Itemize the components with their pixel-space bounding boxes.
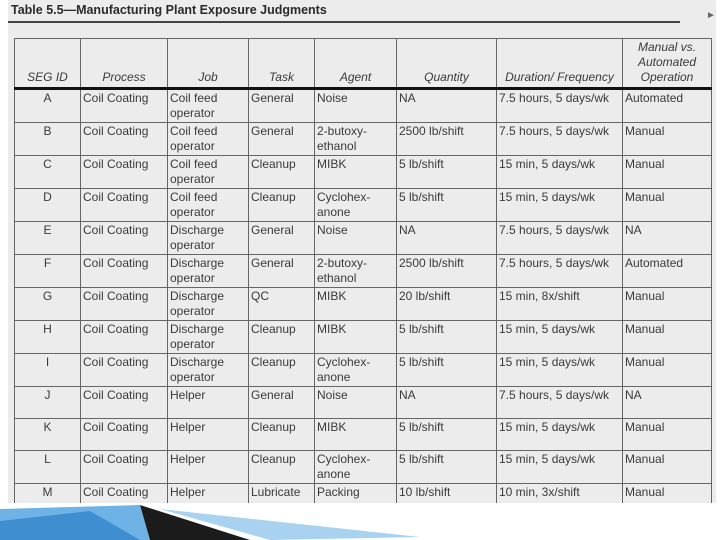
operation-cell: Manual (623, 156, 712, 189)
process-cell: Coil Coating (81, 189, 168, 222)
agent-cell: Cyclohex-anone (315, 451, 397, 484)
process-cell: Coil Coating (81, 288, 168, 321)
duration-cell: 15 min, 5 days/wk (497, 419, 623, 451)
table-row (15, 123, 712, 156)
process-cell: Coil Coating (81, 354, 168, 387)
operation-cell: Manual (623, 288, 712, 321)
table-row (15, 321, 712, 354)
seg-id-cell: G (15, 288, 81, 321)
quantity-cell: NA (397, 387, 497, 419)
seg-id-cell: A (15, 89, 81, 123)
seg-id-cell: J (15, 387, 81, 419)
task-cell: Cleanup (249, 354, 315, 387)
table-row (15, 89, 712, 123)
quantity-cell: NA (397, 222, 497, 255)
seg-id-cell: E (15, 222, 81, 255)
header-task: Task (249, 39, 315, 89)
task-cell: General (249, 123, 315, 156)
agent-cell: Noise (315, 387, 397, 419)
exposure-table (14, 38, 712, 517)
job-cell: Discharge operator (168, 255, 249, 288)
table-body (15, 89, 712, 517)
seg-id-cell: I (15, 354, 81, 387)
seg-id-cell: C (15, 156, 81, 189)
agent-cell: 2-butoxy-ethanol (315, 255, 397, 288)
job-cell: Helper (168, 419, 249, 451)
slide-arrow-icon: ► (706, 10, 716, 21)
process-cell: Coil Coating (81, 419, 168, 451)
header-quantity: Quantity (397, 39, 497, 89)
table-row (15, 255, 712, 288)
agent-cell: MIBK (315, 419, 397, 451)
task-cell: Lubricate (249, 484, 315, 517)
job-cell: Coil feed operator (168, 189, 249, 222)
header-operation: Manual vs. Automated Operation (623, 39, 712, 89)
process-cell: Coil Coating (81, 255, 168, 288)
title-rule (8, 21, 680, 23)
table-row (15, 189, 712, 222)
scanned-page (8, 0, 716, 503)
task-cell: Cleanup (249, 451, 315, 484)
operation-cell: NA (623, 387, 712, 419)
table-row (15, 156, 712, 189)
task-cell: General (249, 222, 315, 255)
duration-cell: 7.5 hours, 5 days/wk (497, 255, 623, 288)
agent-cell: 2-butoxy-ethanol (315, 123, 397, 156)
decorative-ribbon (0, 503, 460, 540)
operation-cell: Manual (623, 419, 712, 451)
table-row (15, 419, 712, 451)
duration-cell: 15 min, 5 days/wk (497, 189, 623, 222)
agent-cell: Noise (315, 89, 397, 123)
agent-cell: Packing (315, 484, 397, 517)
process-cell: Coil Coating (81, 387, 168, 419)
duration-cell: 15 min, 5 days/wk (497, 321, 623, 354)
duration-cell: 15 min, 5 days/wk (497, 354, 623, 387)
seg-id-cell: K (15, 419, 81, 451)
operation-cell: NA (623, 222, 712, 255)
agent-cell: MIBK (315, 156, 397, 189)
task-cell: QC (249, 288, 315, 321)
task-cell: General (249, 89, 315, 123)
header-agent: Agent (315, 39, 397, 89)
table-row (15, 451, 712, 484)
task-cell: General (249, 255, 315, 288)
task-cell: Cleanup (249, 156, 315, 189)
seg-id-cell: F (15, 255, 81, 288)
process-cell: Coil Coating (81, 451, 168, 484)
job-cell: Coil feed operator (168, 156, 249, 189)
process-cell: Coil Coating (81, 156, 168, 189)
job-cell: Discharge operator (168, 321, 249, 354)
duration-cell: 15 min, 5 days/wk (497, 156, 623, 189)
quantity-cell: 20 lb/shift (397, 288, 497, 321)
process-cell: Coil Coating (81, 484, 168, 517)
job-cell: Coil feed operator (168, 123, 249, 156)
operation-cell: Manual (623, 321, 712, 354)
quantity-cell: 5 lb/shift (397, 156, 497, 189)
operation-cell: Automated (623, 255, 712, 288)
quantity-cell: 5 lb/shift (397, 321, 497, 354)
duration-cell: 7.5 hours, 5 days/wk (497, 89, 623, 123)
seg-id-cell: H (15, 321, 81, 354)
quantity-cell: 2500 lb/shift (397, 123, 497, 156)
task-cell: General (249, 387, 315, 419)
operation-cell: Manual (623, 484, 712, 517)
operation-cell: Manual (623, 189, 712, 222)
table-row (15, 354, 712, 387)
job-cell: Helper (168, 451, 249, 484)
job-cell: Discharge operator (168, 354, 249, 387)
agent-cell: MIBK (315, 321, 397, 354)
duration-cell: 15 min, 5 days/wk (497, 451, 623, 484)
header-seg-id: SEG ID (15, 39, 81, 89)
duration-cell: 7.5 hours, 5 days/wk (497, 387, 623, 419)
seg-id-cell: D (15, 189, 81, 222)
table-title: Table 5.5—Manufacturing Plant Exposure Judgments (11, 3, 327, 17)
header-row (15, 39, 712, 89)
seg-id-cell: M (15, 484, 81, 517)
job-cell: Helper (168, 387, 249, 419)
process-cell: Coil Coating (81, 222, 168, 255)
operation-cell: Manual (623, 354, 712, 387)
duration-cell: 10 min, 3x/shift (497, 484, 623, 517)
agent-cell: Noise (315, 222, 397, 255)
agent-cell: Cyclohex-anone (315, 189, 397, 222)
table-row (15, 387, 712, 419)
quantity-cell: 5 lb/shift (397, 451, 497, 484)
process-cell: Coil Coating (81, 123, 168, 156)
duration-cell: 7.5 hours, 5 days/wk (497, 222, 623, 255)
quantity-cell: 5 lb/shift (397, 354, 497, 387)
quantity-cell: 10 lb/shift (397, 484, 497, 517)
seg-id-cell: B (15, 123, 81, 156)
job-cell: Discharge operator (168, 288, 249, 321)
job-cell: Helper (168, 484, 249, 517)
header-job: Job (168, 39, 249, 89)
quantity-cell: 5 lb/shift (397, 419, 497, 451)
header-process: Process (81, 39, 168, 89)
task-cell: Cleanup (249, 321, 315, 354)
agent-cell: Cyclohex-anone (315, 354, 397, 387)
operation-cell: Manual (623, 123, 712, 156)
table-row (15, 288, 712, 321)
quantity-cell: 2500 lb/shift (397, 255, 497, 288)
operation-cell: Automated (623, 89, 712, 123)
agent-cell: MIBK (315, 288, 397, 321)
quantity-cell: NA (397, 89, 497, 123)
table-row (15, 222, 712, 255)
task-cell: Cleanup (249, 189, 315, 222)
duration-cell: 15 min, 8x/shift (497, 288, 623, 321)
seg-id-cell: L (15, 451, 81, 484)
duration-cell: 7.5 hours, 5 days/wk (497, 123, 623, 156)
operation-cell: Manual (623, 451, 712, 484)
process-cell: Coil Coating (81, 321, 168, 354)
task-cell: Cleanup (249, 419, 315, 451)
job-cell: Discharge operator (168, 222, 249, 255)
job-cell: Coil feed operator (168, 89, 249, 123)
quantity-cell: 5 lb/shift (397, 189, 497, 222)
process-cell: Coil Coating (81, 89, 168, 123)
header-duration: Duration/ Frequency (497, 39, 623, 89)
